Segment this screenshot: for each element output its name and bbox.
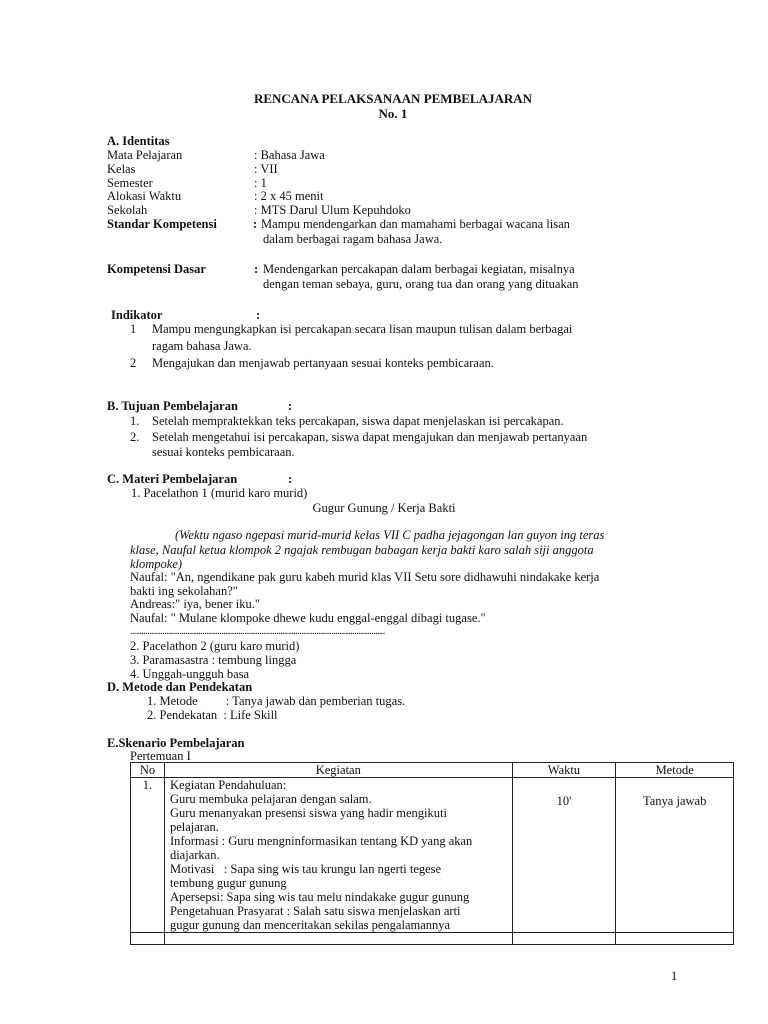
indikator-num: 2 — [130, 356, 137, 370]
materi-item: 1. Pacelathon 1 (murid karo murid) — [131, 486, 308, 500]
tujuan-num: 1. — [130, 414, 140, 428]
kegiatan-line: Informasi : Guru mengninformasikan tentang KD yang akan — [169, 834, 473, 848]
kegiatan-line: tembung gugur gunung — [169, 876, 287, 890]
document-number: No. 1 — [378, 106, 408, 121]
indikator-colon: : — [256, 308, 261, 322]
tujuan-num: 2. — [130, 430, 140, 444]
header-no: No — [131, 763, 165, 778]
dialog-line: Naufal: " Mulane klompoke dhewe kudu enggal-enggal dibagi tugase." — [130, 611, 486, 625]
header-waktu: Waktu — [512, 763, 616, 778]
metode-item: 2. Pendekatan : Life Skill — [147, 708, 278, 722]
indikator-heading: Indikator — [111, 308, 163, 322]
sk-text: Mampu mendengarkan dan mamahami berbagai wacana lisan — [261, 217, 570, 231]
tujuan-text: Setelah mengetahui isi percakapan, siswa dapat mengajukan dan menjawab pertanyaan — [152, 430, 588, 444]
kegiatan-line: pelajaran. — [169, 820, 219, 834]
dialog-line: Andreas:" iya, bener iku." — [130, 597, 260, 611]
empty-cell — [512, 933, 616, 945]
tujuan-text: sesuai konteks pembicaraan. — [152, 445, 295, 459]
section-b-heading: B. Tujuan Pembelajaran — [107, 399, 238, 413]
section-e-heading: E.Skenario Pembelajaran — [107, 736, 245, 750]
kd-label: Kompetensi Dasar — [107, 262, 206, 276]
identity-value: : 2 x 45 menit — [254, 189, 324, 203]
indikator-text: Mampu mengungkapkan isi percakapan secara lisan maupun tulisan dalam berbagai — [152, 322, 573, 336]
kegiatan-line: Guru menanyakan presensi siswa yang hadir mengikuti — [169, 806, 447, 820]
kd-text: Mendengarkan percakapan dalam berbagai kegiatan, misalnya — [263, 262, 575, 276]
indikator-text: ragam bahasa Jawa. — [152, 339, 252, 353]
dotted-separator: ...................................................................................................................................... — [130, 626, 385, 637]
kegiatan-line: diajarkan. — [169, 848, 220, 862]
meeting-label: Pertemuan I — [130, 749, 191, 763]
section-d-heading: D. Metode dan Pendekatan — [107, 680, 253, 694]
row-no: 1. — [131, 778, 165, 933]
table-row — [131, 778, 734, 933]
sk-label: Standar Kompetensi — [107, 217, 217, 231]
header-kegiatan: Kegiatan — [164, 763, 512, 778]
identity-label: Semester — [107, 176, 153, 190]
document-title: RENCANA PELAKSANAAN PEMBELAJARAN — [253, 91, 533, 106]
empty-cell — [616, 933, 734, 945]
section-b-colon: : — [288, 399, 293, 413]
tujuan-text: Setelah mempraktekkan teks percakapan, siswa dapat menjelaskan isi percakapan. — [152, 414, 564, 428]
section-c-heading: C. Materi Pembelajaran — [107, 472, 238, 486]
materi-subtitle: Gugur Gunung / Kerja Bakti — [312, 501, 456, 515]
scenario-table — [130, 762, 734, 945]
materi-italic-text: (Wektu ngaso ngepasi murid-murid kelas VII C padha jejagongan lan guyon ing teras — [175, 528, 605, 542]
materi-item: 3. Paramasastra : tembung lingga — [130, 653, 297, 667]
sk-colon: : — [253, 217, 258, 231]
kegiatan-line: Motivasi : Sapa sing wis tau krungu lan ngerti tegese — [169, 862, 442, 876]
kegiatan-line: Apersepsi: Sapa sing wis tau melu nindakake gugur gunung — [169, 890, 470, 904]
metode-item: 1. Metode : Tanya jawab dan pemberian tugas. — [147, 694, 406, 708]
row-metode: Tanya jawab — [616, 778, 734, 933]
materi-item: 4. Unggah-ungguh basa — [130, 667, 250, 681]
section-a-heading: A. Identitas — [107, 134, 170, 148]
identity-label: Mata Pelajaran — [107, 148, 183, 162]
page-number: 1 — [671, 969, 678, 983]
empty-cell — [164, 933, 512, 945]
row-kegiatan — [164, 778, 512, 933]
identity-value: : 1 — [254, 176, 267, 190]
header-metode: Metode — [616, 763, 734, 778]
materi-item: 2. Pacelathon 2 (guru karo murid) — [130, 639, 300, 653]
kegiatan-line: Guru membuka pelajaran dengan salam. — [169, 792, 372, 806]
identity-value: : VII — [254, 162, 278, 176]
identity-label: Alokasi Waktu — [107, 189, 182, 203]
indikator-num: 1 — [130, 322, 137, 336]
sk-text: dalam berbagai ragam bahasa Jawa. — [263, 232, 443, 246]
empty-cell — [131, 933, 165, 945]
materi-italic-text: klompoke) — [130, 557, 183, 571]
identity-value: : MTS Darul Ulum Kepuhdoko — [254, 203, 411, 217]
kd-colon: : — [254, 262, 259, 276]
dialog-line: Naufal: "An, ngendikane pak guru kabeh murid klas VII Setu sore didhawuhi nindakake kerja — [130, 570, 600, 584]
kegiatan-line: Kegiatan Pendahuluan: — [169, 778, 287, 792]
section-c-colon: : — [288, 472, 293, 486]
row-waktu: 10' — [512, 778, 616, 933]
identity-label: Sekolah — [107, 203, 148, 217]
identity-label: Kelas — [107, 162, 136, 176]
materi-italic-text: klase, Naufal ketua klompok 2 ngajak rembugan babagan kerja bakti karo salah siji anggota — [130, 543, 594, 557]
kegiatan-line: Pengetahuan Prasyarat : Salah satu siswa menjelaskan arti — [169, 904, 461, 918]
identity-value: : Bahasa Jawa — [254, 148, 325, 162]
dialog-line: bakti ing sekolahan?" — [130, 584, 238, 598]
kd-text: dengan teman sebaya, guru, orang tua dan orang yang dituakan — [263, 277, 579, 291]
table-header-row — [131, 763, 734, 778]
indikator-text: Mengajukan dan menjawab pertanyaan sesuai konteks pembicaraan. — [152, 356, 494, 370]
kegiatan-line: gugur gunung dan menceritakan sekilas pengalamannya — [169, 918, 451, 932]
table-row-empty — [131, 933, 734, 945]
